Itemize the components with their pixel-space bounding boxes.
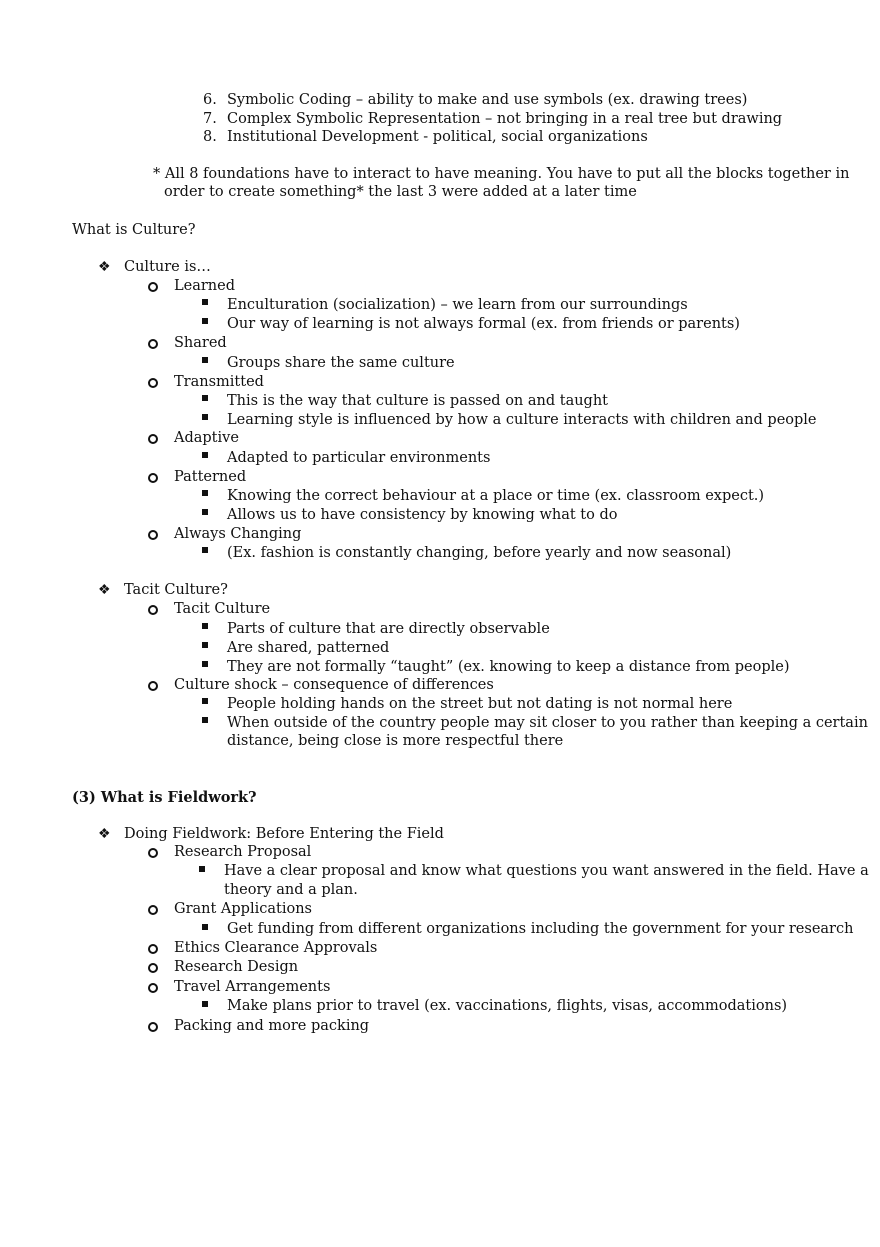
list-item-label: Adaptive xyxy=(174,430,239,446)
list-item-label: Packing and more packing xyxy=(174,1018,370,1034)
note-line: * All 8 foundations have to interact to have meaning. You have to put all the blocks together in xyxy=(153,166,850,182)
square-bullet-icon xyxy=(202,299,208,305)
square-bullet-icon xyxy=(202,1001,208,1007)
list-subitem: Learning style is influenced by how a culture interacts with children and people xyxy=(227,412,817,428)
list-subitem: Knowing the correct behaviour at a place or time (ex. classroom expect.) xyxy=(227,488,765,504)
diamond-bullet-icon: ❖ xyxy=(98,259,111,275)
list-subitem: Enculturation (socialization) – we learn from our surroundings xyxy=(227,297,688,313)
list-subitem: They are not formally “taught” (ex. knowing to keep a distance from people) xyxy=(227,659,790,675)
square-bullet-icon xyxy=(202,414,208,420)
square-bullet-icon xyxy=(202,547,208,553)
square-bullet-icon xyxy=(202,661,208,667)
square-bullet-icon xyxy=(202,357,208,363)
list-item: Complex Symbolic Representation – not bringing in a real tree but drawing xyxy=(227,111,783,127)
circle-bullet-icon xyxy=(148,963,158,973)
list-subitem-continued: theory and a plan. xyxy=(224,882,358,898)
list-item-label: Patterned xyxy=(174,469,247,485)
circle-bullet-icon xyxy=(148,473,158,483)
list-item-label: Travel Arrangements xyxy=(174,979,331,995)
list-subitem-continued: distance, being close is more respectful there xyxy=(227,733,564,749)
list-subitem: When outside of the country people may sit closer to you rather than keeping a certain xyxy=(227,715,868,731)
circle-bullet-icon xyxy=(148,339,158,349)
list-item-label: Always Changing xyxy=(174,526,302,542)
square-bullet-icon xyxy=(202,395,208,401)
list-item-label: Tacit Culture xyxy=(174,601,271,617)
circle-bullet-icon xyxy=(148,681,158,691)
square-bullet-icon xyxy=(202,698,208,704)
list-subitem: Make plans prior to travel (ex. vaccinations, flights, visas, accommodations) xyxy=(227,998,788,1014)
list-item-label: Shared xyxy=(174,335,227,351)
list-subitem: This is the way that culture is passed on and taught xyxy=(227,393,609,409)
circle-bullet-icon xyxy=(148,983,158,993)
square-bullet-icon xyxy=(202,717,208,723)
list-subitem: Adapted to particular environments xyxy=(227,450,491,466)
circle-bullet-icon xyxy=(148,905,158,915)
square-bullet-icon xyxy=(199,866,205,872)
bullet-title: Tacit Culture? xyxy=(124,582,228,598)
bullet-title: Doing Fieldwork: Before Entering the Field xyxy=(124,826,444,842)
list-number: 7. xyxy=(203,111,217,127)
square-bullet-icon xyxy=(202,509,208,515)
list-item-label: Culture shock – consequence of differences xyxy=(174,677,494,693)
diamond-bullet-icon: ❖ xyxy=(98,582,111,598)
circle-bullet-icon xyxy=(148,1022,158,1032)
square-bullet-icon xyxy=(202,642,208,648)
section-heading-culture: What is Culture? xyxy=(72,222,196,238)
list-subitem: Our way of learning is not always formal (ex. from friends or parents) xyxy=(227,316,740,332)
circle-bullet-icon xyxy=(148,530,158,540)
list-item-label: Learned xyxy=(174,278,235,294)
square-bullet-icon xyxy=(202,490,208,496)
circle-bullet-icon xyxy=(148,944,158,954)
list-item-label: Grant Applications xyxy=(174,901,312,917)
square-bullet-icon xyxy=(202,623,208,629)
list-subitem: Parts of culture that are directly observable xyxy=(227,621,550,637)
list-number: 6. xyxy=(203,92,217,108)
bullet-title: Culture is… xyxy=(124,259,211,275)
circle-bullet-icon xyxy=(148,282,158,292)
list-subitem: Get funding from different organizations including the government for your research xyxy=(227,921,854,937)
diamond-bullet-icon: ❖ xyxy=(98,826,111,842)
square-bullet-icon xyxy=(202,924,208,930)
list-subitem: (Ex. fashion is constantly changing, before yearly and now seasonal) xyxy=(227,545,732,561)
circle-bullet-icon xyxy=(148,434,158,444)
list-subitem: Have a clear proposal and know what questions you want answered in the field. Have a xyxy=(224,863,869,879)
list-item-label: Ethics Clearance Approvals xyxy=(174,940,378,956)
circle-bullet-icon xyxy=(148,605,158,615)
list-item-label: Transmitted xyxy=(174,374,264,390)
list-item: Symbolic Coding – ability to make and use symbols (ex. drawing trees) xyxy=(227,92,748,108)
note-line: order to create something* the last 3 were added at a later time xyxy=(164,184,637,200)
circle-bullet-icon xyxy=(148,378,158,388)
list-subitem: Allows us to have consistency by knowing what to do xyxy=(227,507,618,523)
circle-bullet-icon xyxy=(148,848,158,858)
list-subitem: People holding hands on the street but not dating is not normal here xyxy=(227,696,733,712)
list-item-label: Research Design xyxy=(174,959,299,975)
square-bullet-icon xyxy=(202,318,208,324)
list-subitem: Groups share the same culture xyxy=(227,355,455,371)
list-number: 8. xyxy=(203,129,217,145)
list-item-label: Research Proposal xyxy=(174,844,312,860)
square-bullet-icon xyxy=(202,452,208,458)
section-heading-fieldwork: (3) What is Fieldwork? xyxy=(72,789,257,806)
list-subitem: Are shared, patterned xyxy=(227,640,390,656)
list-item: Institutional Development - political, social organizations xyxy=(227,129,648,145)
